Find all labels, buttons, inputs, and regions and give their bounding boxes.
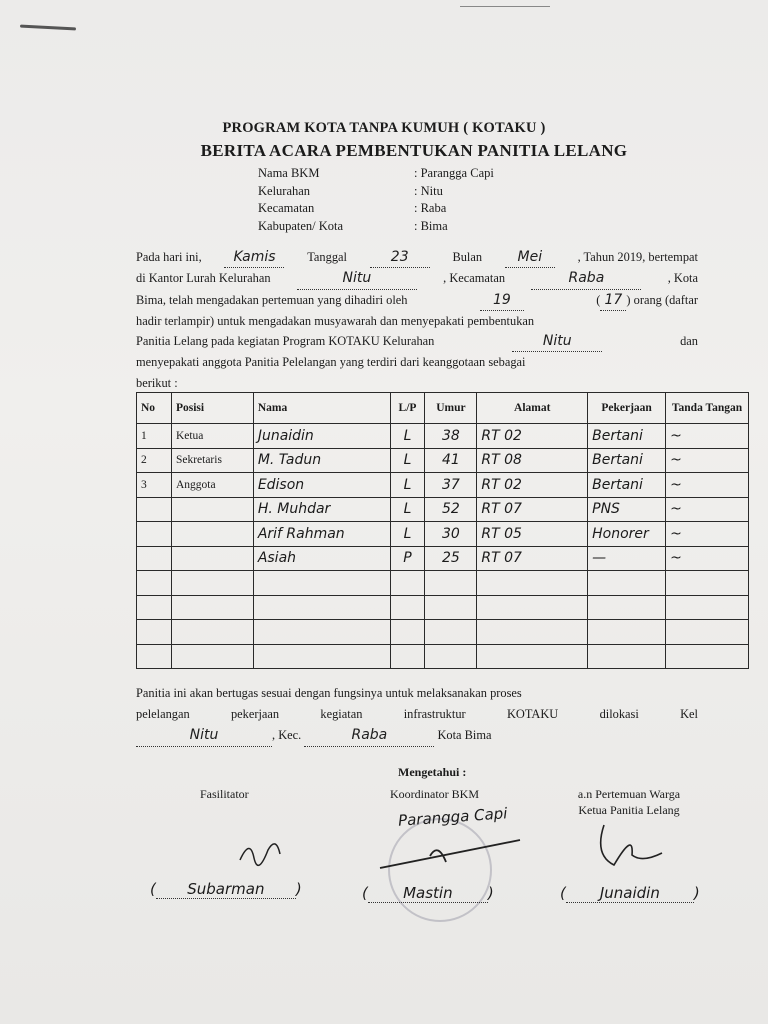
cell-alamat bbox=[477, 620, 588, 645]
program-title: PROGRAM KOTA TANPA KUMUH ( KOTAKU ) bbox=[222, 120, 546, 136]
cell-pekerjaan: PNS bbox=[588, 497, 666, 522]
table-row bbox=[137, 522, 749, 547]
cell-posisi bbox=[171, 620, 253, 645]
table-row bbox=[137, 571, 749, 596]
para-text: di Kantor Lurah Kelurahan bbox=[136, 271, 271, 286]
handwritten-kelurahan: Nitu bbox=[297, 268, 417, 289]
para-text: Pada hari ini, bbox=[136, 250, 202, 264]
cell-pekerjaan: — bbox=[588, 546, 666, 571]
para-text: Bima, telah mengadakan pertemuan yang dihadiri oleh bbox=[136, 292, 408, 307]
table-row bbox=[137, 448, 749, 473]
cell-alamat: RT 02 bbox=[477, 473, 588, 498]
cell-lp bbox=[390, 644, 425, 669]
info-value: : Parangga Capi bbox=[414, 166, 494, 180]
cell-posisi bbox=[171, 522, 253, 547]
cell-posisi bbox=[171, 497, 253, 522]
cell-posisi bbox=[171, 644, 253, 669]
cell-pekerjaan bbox=[588, 644, 666, 669]
para-text: Panitia Lelang pada kegiatan Program KOTAKU Kelurahan bbox=[136, 334, 435, 349]
mengetahui-label: Mengetahui : bbox=[398, 765, 467, 779]
cell-posisi: Anggota bbox=[171, 473, 253, 498]
cell-nama bbox=[253, 571, 390, 596]
cell-nama: Asiah bbox=[253, 546, 390, 571]
fasilitator-label: Fasilitator bbox=[200, 787, 249, 801]
para-text: , Kecamatan bbox=[443, 271, 506, 286]
cell-no bbox=[137, 644, 172, 669]
cell-nama: Junaidin bbox=[253, 424, 390, 449]
cell-umur bbox=[425, 595, 477, 620]
cell-no: 1 bbox=[137, 424, 172, 449]
pen-mark bbox=[460, 6, 550, 7]
para-text: , Tahun 2019, bertempat bbox=[577, 250, 698, 264]
handwritten-date: 23 bbox=[370, 247, 430, 268]
closing-text: Panitia ini akan bertugas sesuai dengan fungsinya untuk melaksanakan proses bbox=[136, 686, 522, 700]
cell-pekerjaan bbox=[588, 595, 666, 620]
closing-text: kegiatan bbox=[320, 707, 363, 721]
handwritten-kelurahan-2: Nitu bbox=[512, 331, 602, 352]
cell-umur bbox=[425, 620, 477, 645]
info-label: Kelurahan bbox=[258, 183, 311, 198]
header-lp: L/P bbox=[390, 393, 425, 424]
para-text: Tanggal bbox=[307, 250, 347, 264]
cell-umur: 41 bbox=[425, 448, 477, 473]
handwritten-day: Kamis bbox=[224, 247, 284, 268]
cell-no bbox=[137, 497, 172, 522]
info-value: : Nitu bbox=[414, 183, 443, 198]
header-alamat: Alamat bbox=[477, 393, 588, 424]
cell-no bbox=[137, 522, 172, 547]
ketua-signature bbox=[574, 815, 684, 885]
header-no: No bbox=[137, 393, 172, 424]
koordinator-name: ( Mastin ) bbox=[362, 884, 494, 902]
para-text: Bulan bbox=[452, 250, 483, 264]
table-row bbox=[137, 473, 749, 498]
para-text: , Kota bbox=[667, 271, 698, 286]
info-value: : Raba bbox=[414, 201, 447, 215]
para-text: dan bbox=[680, 334, 698, 349]
koordinator-name-text: Mastin bbox=[368, 884, 488, 903]
cell-no bbox=[137, 595, 172, 620]
cell-pekerjaan: Honorer bbox=[588, 522, 666, 547]
header-nama: Nama bbox=[253, 393, 390, 424]
cell-umur: 37 bbox=[425, 473, 477, 498]
para-text: ) orang (daftar bbox=[626, 292, 698, 307]
cell-ttd: ~ bbox=[666, 497, 749, 522]
closing-text: infrastruktur bbox=[403, 707, 466, 721]
closing-text: dilokasi bbox=[599, 707, 639, 721]
cell-alamat: RT 02 bbox=[477, 424, 588, 449]
cell-nama bbox=[253, 644, 390, 669]
closing-text: pelelangan bbox=[136, 707, 190, 721]
stamp-handwriting: Parangga Capi bbox=[397, 804, 508, 830]
table-row bbox=[137, 497, 749, 522]
header-umur: Umur bbox=[425, 393, 477, 424]
cell-umur: 38 bbox=[425, 424, 477, 449]
cell-ttd bbox=[666, 644, 749, 669]
cell-posisi bbox=[171, 571, 253, 596]
para-text: berikut : bbox=[136, 375, 178, 390]
cell-alamat: RT 08 bbox=[477, 448, 588, 473]
cell-lp bbox=[390, 571, 425, 596]
cell-nama: M. Tadun bbox=[253, 448, 390, 473]
closing-text: , Kec. bbox=[272, 728, 302, 742]
para-text: hadir terlampir) untuk mengadakan musyawarah dan menyepakati pembentukan bbox=[136, 313, 535, 328]
cell-pekerjaan: Bertani bbox=[588, 424, 666, 449]
cell-alamat: RT 07 bbox=[477, 497, 588, 522]
info-block bbox=[258, 165, 494, 235]
handwritten-month: Mei bbox=[505, 247, 555, 268]
table-row bbox=[137, 644, 749, 669]
document-title: BERITA ACARA PEMBENTUKAN PANITIA LELANG bbox=[200, 141, 628, 160]
header-tanda-tangan: Tanda Tangan bbox=[666, 393, 749, 424]
table-row bbox=[137, 424, 749, 449]
cell-nama: Edison bbox=[253, 473, 390, 498]
cell-alamat bbox=[477, 595, 588, 620]
cell-alamat: RT 05 bbox=[477, 522, 588, 547]
cell-pekerjaan bbox=[588, 620, 666, 645]
cell-nama: Arif Rahman bbox=[253, 522, 390, 547]
handwritten-kel: Nitu bbox=[136, 725, 272, 747]
cell-nama: H. Muhdar bbox=[253, 497, 390, 522]
cell-lp bbox=[390, 595, 425, 620]
table-row bbox=[137, 546, 749, 571]
closing-text: KOTAKU bbox=[506, 707, 559, 721]
cell-umur: 52 bbox=[425, 497, 477, 522]
cell-posisi: Sekretaris bbox=[171, 448, 253, 473]
cell-posisi: Ketua bbox=[171, 424, 253, 449]
cell-no: 2 bbox=[137, 448, 172, 473]
cell-umur bbox=[425, 571, 477, 596]
cell-ttd bbox=[666, 571, 749, 596]
cell-nama bbox=[253, 620, 390, 645]
fasilitator-name-text: Subarman bbox=[156, 880, 296, 899]
cell-posisi bbox=[171, 546, 253, 571]
header-posisi: Posisi bbox=[171, 393, 253, 424]
committee-table bbox=[136, 392, 749, 669]
closing-paragraph bbox=[136, 683, 698, 747]
info-label: Nama BKM bbox=[258, 166, 320, 180]
handwritten-kecamatan: Raba bbox=[531, 268, 641, 289]
table-row bbox=[137, 595, 749, 620]
cell-no bbox=[137, 571, 172, 596]
cell-alamat bbox=[477, 571, 588, 596]
handwritten-count-2: 17 bbox=[600, 290, 626, 311]
cell-lp: L bbox=[390, 473, 425, 498]
cell-ttd: ~ bbox=[666, 522, 749, 547]
closing-text: Kel bbox=[680, 707, 698, 721]
cell-ttd: ~ bbox=[666, 546, 749, 571]
cell-ttd: ~ bbox=[666, 424, 749, 449]
cell-nama bbox=[253, 595, 390, 620]
cell-umur bbox=[425, 644, 477, 669]
koordinator-signature bbox=[370, 832, 530, 882]
para-text: menyepakati anggota Panitia Pelelangan yang terdiri dari keanggotaan sebagai bbox=[136, 355, 526, 370]
closing-text: Kota Bima bbox=[437, 728, 492, 742]
cell-alamat bbox=[477, 644, 588, 669]
cell-no: 3 bbox=[137, 473, 172, 498]
ketua-name: ( Junaidin ) bbox=[560, 884, 700, 902]
table-header-row bbox=[137, 393, 749, 424]
handwritten-kec: Raba bbox=[304, 725, 434, 747]
fasilitator-name: ( Subarman ) bbox=[150, 880, 302, 898]
cell-lp: L bbox=[390, 522, 425, 547]
closing-text: pekerjaan bbox=[230, 707, 280, 721]
info-value: : Bima bbox=[414, 218, 448, 233]
cell-ttd: ~ bbox=[666, 473, 749, 498]
info-label: Kabupaten/ Kota bbox=[258, 218, 344, 233]
opening-paragraph bbox=[136, 247, 698, 393]
cell-no bbox=[137, 620, 172, 645]
warga-label: a.n Pertemuan Warga bbox=[577, 787, 681, 801]
cell-lp: P bbox=[390, 546, 425, 571]
ketua-label: Ketua Panitia Lelang bbox=[578, 803, 680, 817]
cell-posisi bbox=[171, 595, 253, 620]
cell-umur: 30 bbox=[425, 522, 477, 547]
ketua-name-text: Junaidin bbox=[566, 884, 694, 903]
cell-lp bbox=[390, 620, 425, 645]
cell-pekerjaan: Bertani bbox=[588, 473, 666, 498]
pen-mark bbox=[20, 25, 76, 31]
cell-pekerjaan bbox=[588, 571, 666, 596]
cell-lp: L bbox=[390, 448, 425, 473]
table-row bbox=[137, 620, 749, 645]
header-pekerjaan: Pekerjaan bbox=[588, 393, 666, 424]
cell-ttd bbox=[666, 620, 749, 645]
cell-ttd bbox=[666, 595, 749, 620]
cell-lp: L bbox=[390, 497, 425, 522]
info-label: Kecamatan bbox=[258, 201, 315, 215]
handwritten-count: 19 bbox=[480, 290, 524, 311]
cell-no bbox=[137, 546, 172, 571]
cell-ttd: ~ bbox=[666, 448, 749, 473]
koordinator-label: Koordinator BKM bbox=[390, 787, 479, 801]
cell-pekerjaan: Bertani bbox=[588, 448, 666, 473]
cell-alamat: RT 07 bbox=[477, 546, 588, 571]
cell-lp: L bbox=[390, 424, 425, 449]
para-text: ( bbox=[596, 292, 601, 307]
cell-umur: 25 bbox=[425, 546, 477, 571]
